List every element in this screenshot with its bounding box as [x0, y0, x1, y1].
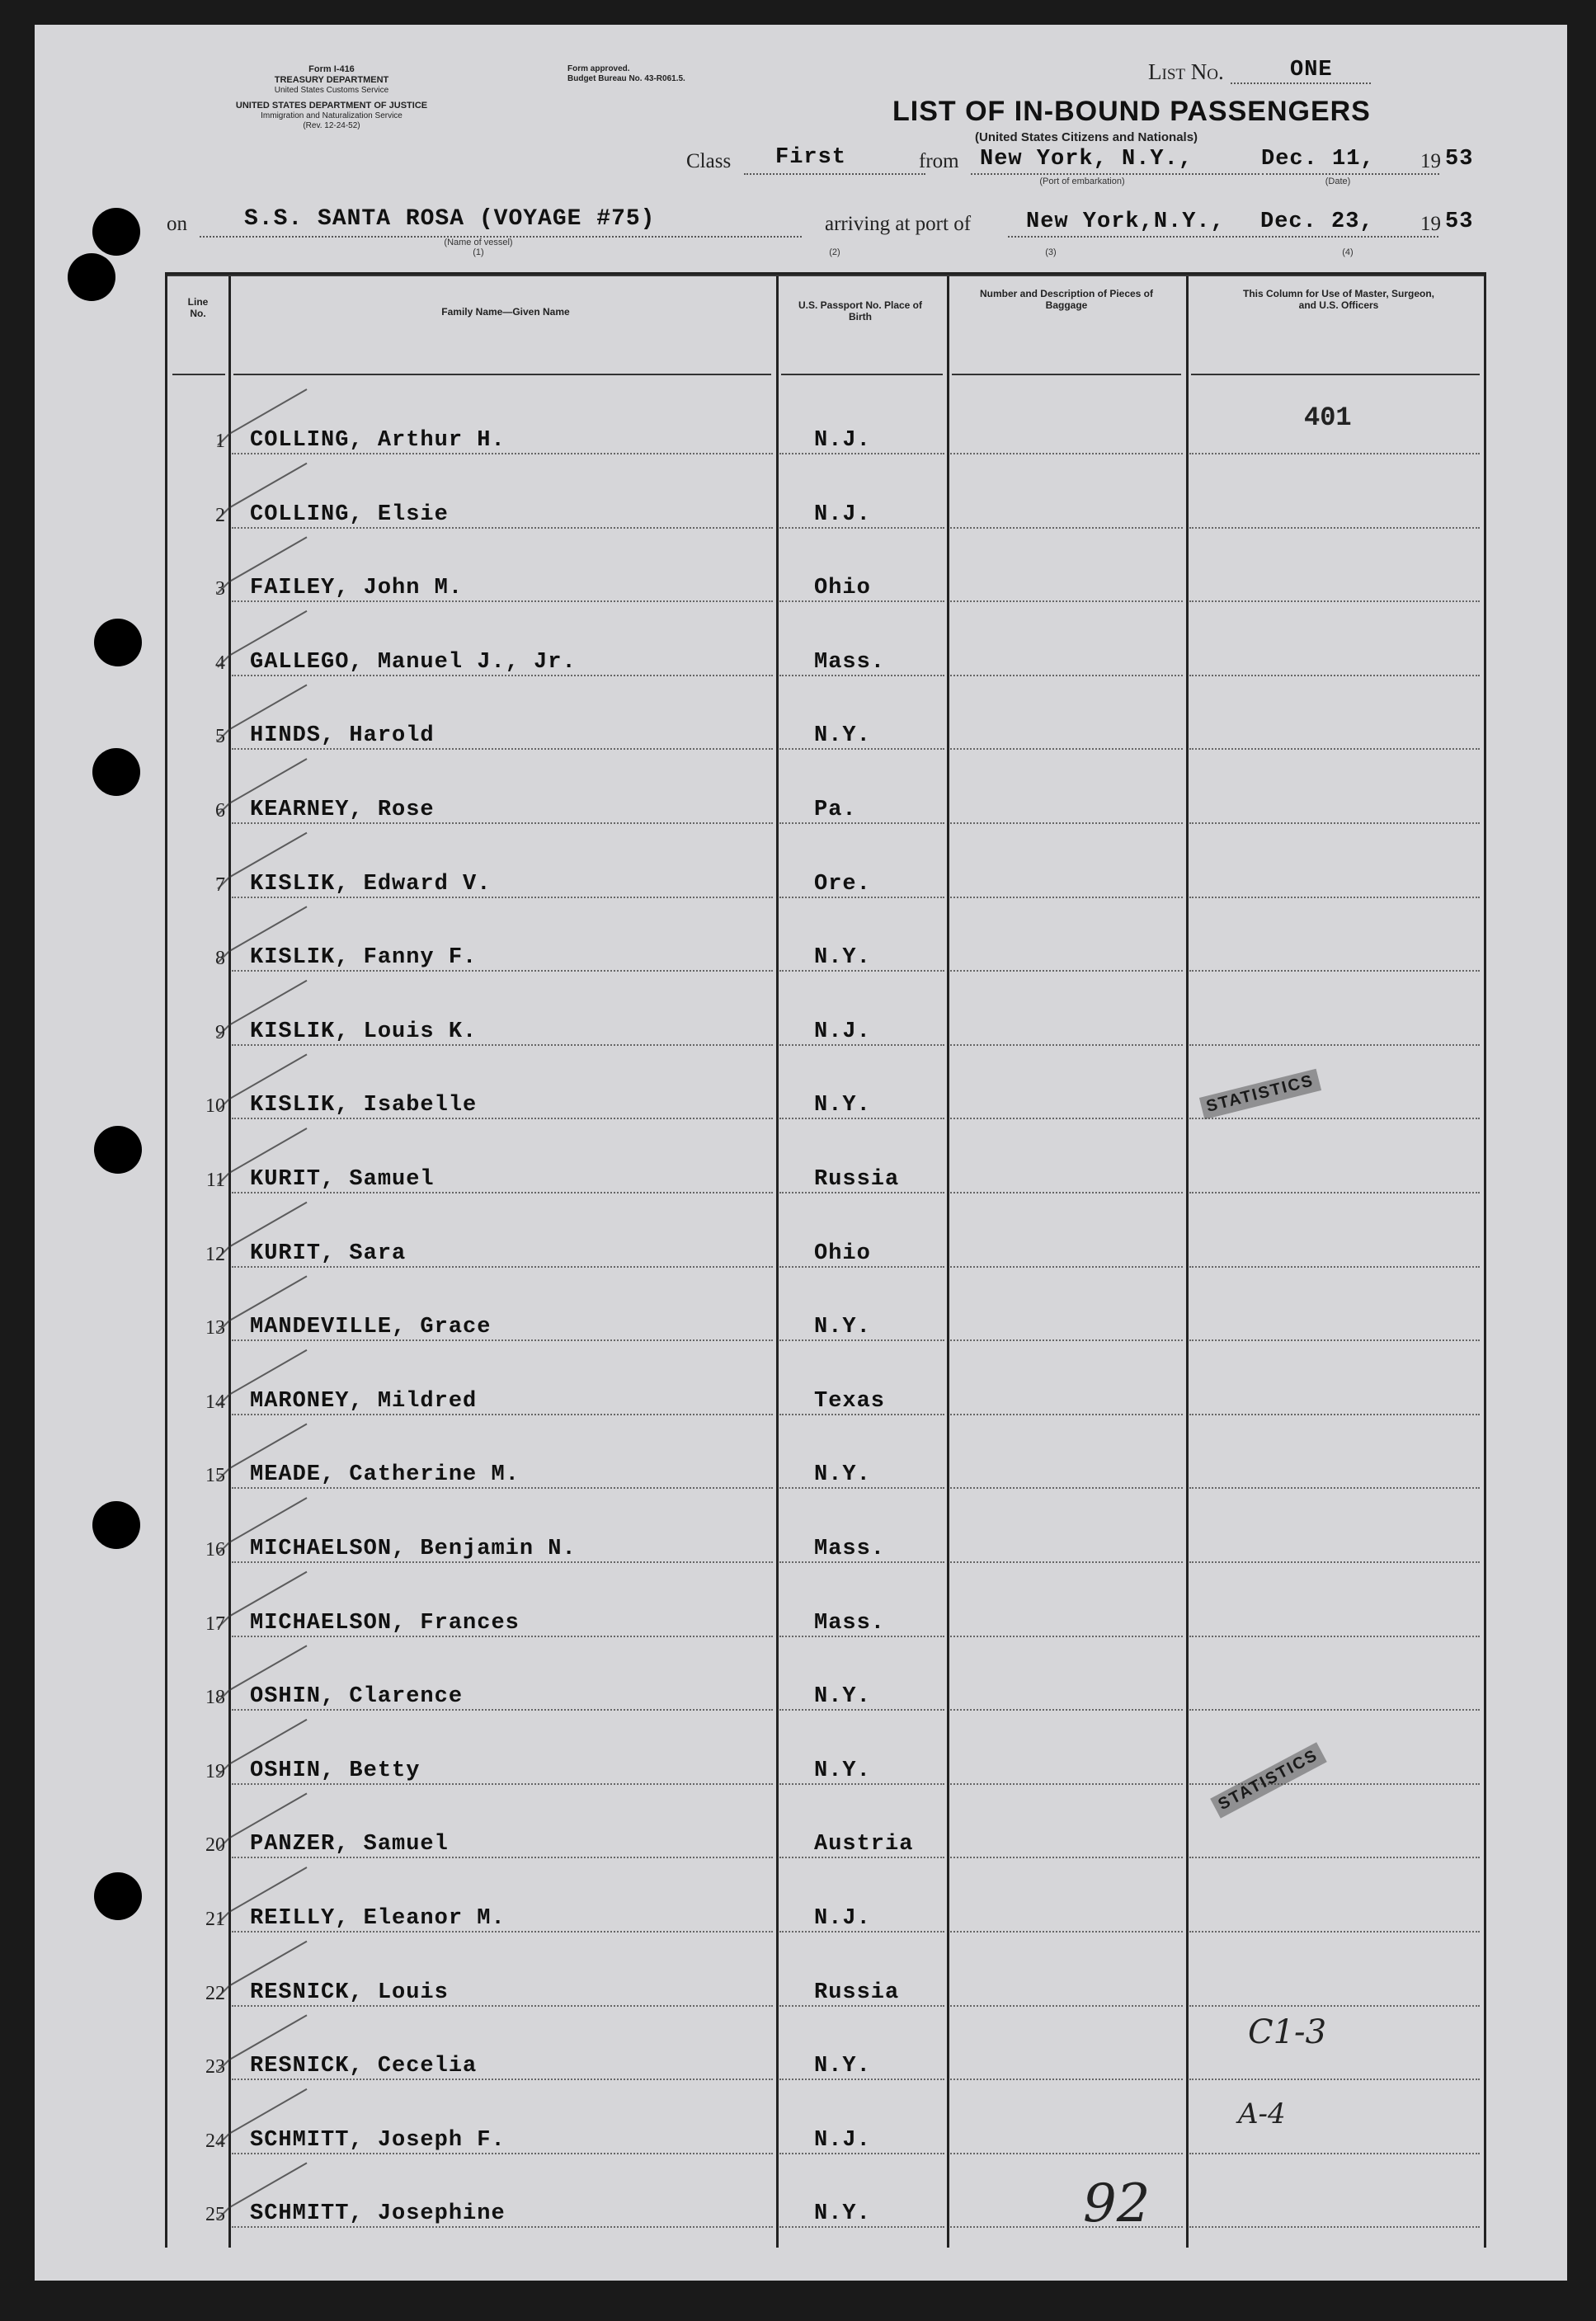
check-mark	[218, 2163, 307, 2219]
line-number: 12	[205, 1243, 225, 1265]
line-number: 23	[205, 2056, 225, 2079]
date2-year: 53	[1445, 210, 1474, 234]
line-number: 7	[215, 873, 225, 896]
line-number: 10	[205, 1095, 225, 1118]
place-of-birth: N.Y.	[814, 945, 871, 971]
col-head-line: Line No.	[187, 296, 209, 319]
place-of-birth: N.Y.	[814, 2054, 871, 2079]
line-number: 18	[205, 1687, 225, 1709]
place-of-birth: N.J.	[814, 501, 871, 527]
line-number: 13	[205, 1317, 225, 1339]
passenger-name: SCHMITT, Josephine	[250, 2201, 506, 2227]
place-of-birth: Texas	[814, 1388, 886, 1414]
passenger-name: KISLIK, Edward V.	[250, 871, 492, 897]
passenger-name: MEADE, Catherine M.	[250, 1462, 520, 1488]
check-mark	[218, 1203, 307, 1259]
passenger-name: RESNICK, Cecelia	[250, 2054, 478, 2079]
col-caption-1: (1)	[473, 247, 484, 257]
check-mark	[218, 611, 307, 667]
place-of-birth: Austria	[814, 1832, 914, 1857]
dept-justice-sub: Immigration and Naturalization Service	[261, 111, 403, 120]
arrival-port: New York,N.Y.,	[1026, 210, 1225, 234]
passenger-name: KISLIK, Isabelle	[250, 1093, 478, 1118]
check-mark	[218, 1867, 307, 1923]
manifest-sheet	[35, 25, 1567, 2281]
check-mark	[218, 833, 307, 889]
class-label: Class	[686, 150, 732, 172]
line-number: 1	[215, 431, 225, 452]
col-head-name: Family Name—Given Name	[441, 306, 570, 318]
check-mark	[218, 2015, 307, 2071]
check-mark	[218, 1276, 307, 1332]
line-number: 15	[205, 1465, 225, 1487]
list-no-label: List No.	[1148, 59, 1224, 84]
line-number: 9	[215, 1021, 225, 1043]
check-mark	[218, 1128, 307, 1184]
line-number: 3	[215, 578, 225, 600]
passenger-name: RESNICK, Louis	[250, 1980, 449, 2005]
date2-year-prefix: 19	[1420, 213, 1441, 235]
page-title: LIST OF IN-BOUND PASSENGERS	[892, 96, 1371, 127]
place-of-birth: N.Y.	[814, 1462, 871, 1488]
statistics-stamp: STATISTICS	[1199, 1069, 1321, 1119]
check-mark	[218, 2089, 307, 2145]
from-value: New York, N.Y.,	[980, 147, 1193, 172]
col-head-officers: This Column for Use of Master, Surgeon, and U.S. Officers	[1242, 288, 1435, 311]
line-number: 8	[215, 948, 225, 970]
dept-justice: UNITED STATES DEPARTMENT OF JUSTICE	[235, 101, 428, 111]
check-marks	[35, 25, 1567, 2281]
place-of-birth: N.J.	[814, 428, 871, 453]
check-mark	[218, 1498, 307, 1554]
passenger-name: SCHMITT, Joseph F.	[250, 2127, 506, 2153]
from-label: from	[919, 150, 959, 172]
passenger-name: KISLIK, Fanny F.	[250, 945, 478, 971]
check-mark	[218, 759, 307, 815]
place-of-birth: N.Y.	[814, 1684, 871, 1710]
form-number: Form I-416	[308, 64, 355, 74]
passenger-name: PANZER, Samuel	[250, 1832, 449, 1857]
check-mark	[218, 1424, 307, 1480]
check-mark	[218, 1942, 307, 1998]
passenger-name: MICHAELSON, Frances	[250, 1610, 520, 1636]
line-number: 19	[205, 1760, 225, 1782]
on-label: on	[167, 213, 187, 235]
statistics-stamp: STATISTICS	[1210, 1742, 1326, 1818]
line-number: 20	[205, 1834, 225, 1857]
place-of-birth: N.Y.	[814, 2201, 871, 2227]
passenger-name: COLLING, Arthur H.	[250, 428, 506, 453]
passenger-name: HINDS, Harold	[250, 723, 435, 749]
vessel-caption: (Name of vessel)	[444, 238, 513, 247]
line-number: 24	[205, 2130, 225, 2152]
line-number: 17	[205, 1612, 225, 1635]
passenger-name: KEARNEY, Rose	[250, 798, 435, 822]
passenger-name: MANDEVILLE, Grace	[250, 1315, 492, 1340]
place-of-birth: Mass.	[814, 649, 886, 675]
place-of-birth: Ore.	[814, 871, 871, 897]
check-mark	[218, 537, 307, 593]
dept-treasury: TREASURY DEPARTMENT	[274, 75, 389, 85]
passenger-name: MARONEY, Mildred	[250, 1388, 478, 1414]
officer-note-401: 401	[1304, 403, 1352, 433]
passenger-name: GALLEGO, Manuel J., Jr.	[250, 649, 577, 675]
port-embark-caption: (Port of embarkation)	[1039, 177, 1125, 186]
col-caption-3: (3)	[1045, 247, 1057, 257]
line-number: 22	[205, 1982, 225, 2004]
place-of-birth: Mass.	[814, 1610, 886, 1636]
passenger-name: KURIT, Sara	[250, 1241, 407, 1266]
handwritten-a4: A-4	[1238, 2097, 1286, 2130]
col-head-passport: U.S. Passport No. Place of Birth	[798, 299, 923, 322]
place-of-birth: N.J.	[814, 2127, 871, 2153]
place-of-birth: Pa.	[814, 798, 857, 822]
passenger-name: KISLIK, Louis K.	[250, 1019, 478, 1044]
date2-value: Dec. 23,	[1260, 210, 1374, 234]
place-of-birth: Mass.	[814, 1537, 886, 1561]
vessel-name: S.S. SANTA ROSA (VOYAGE #75)	[244, 206, 656, 232]
place-of-birth: N.J.	[814, 1906, 871, 1931]
col-caption-2: (2)	[829, 247, 840, 257]
line-number: 25	[205, 2204, 225, 2226]
form-approval: Form approved. Budget Bureau No. 43-R061.5.	[567, 64, 685, 83]
col-head-baggage: Number and Description of Pieces of Baggage	[979, 288, 1154, 311]
line-number: 16	[205, 1539, 225, 1561]
handwritten-c13: C1-3	[1248, 2013, 1327, 2051]
line-number: 4	[215, 652, 225, 674]
place-of-birth: N.Y.	[814, 1093, 871, 1118]
col-caption-4: (4)	[1342, 247, 1354, 257]
dept-treasury-sub: United States Customs Service	[274, 86, 389, 95]
line-number: 14	[205, 1391, 225, 1413]
place-of-birth: N.Y.	[814, 1758, 871, 1783]
place-of-birth: N.J.	[814, 1019, 871, 1044]
passenger-name: REILLY, Eleanor M.	[250, 1906, 506, 1931]
check-mark	[218, 1720, 307, 1776]
check-mark	[218, 1572, 307, 1628]
place-of-birth: N.Y.	[814, 723, 871, 749]
date1-year: 53	[1445, 147, 1474, 172]
place-of-birth: N.Y.	[814, 1315, 871, 1340]
place-of-birth: Ohio	[814, 1241, 871, 1266]
check-mark	[218, 1054, 307, 1110]
list-no-value: ONE	[1290, 58, 1333, 82]
passenger-name: KURIT, Samuel	[250, 1167, 435, 1192]
check-mark	[218, 906, 307, 963]
place-of-birth: Ohio	[814, 576, 871, 601]
arriving-label: arriving at port of	[825, 213, 972, 235]
line-number: 5	[215, 726, 225, 748]
page-subtitle: (United States Citizens and Nationals)	[975, 130, 1198, 144]
check-mark	[218, 1793, 307, 1849]
line-number: 11	[205, 1170, 225, 1191]
check-mark	[218, 1350, 307, 1406]
form-revision: (Rev. 12-24-52)	[303, 121, 360, 130]
check-mark	[218, 685, 307, 741]
check-mark	[218, 981, 307, 1037]
passenger-name: MICHAELSON, Benjamin N.	[250, 1537, 577, 1561]
date1-year-prefix: 19	[1420, 150, 1441, 172]
line-number: 6	[215, 800, 225, 822]
date1-value: Dec. 11,	[1261, 147, 1375, 172]
handwritten-92: 92	[1083, 2173, 1151, 2234]
check-mark	[218, 389, 307, 445]
check-mark	[218, 1645, 307, 1702]
passenger-name: OSHIN, Betty	[250, 1758, 421, 1783]
place-of-birth: Russia	[814, 1167, 900, 1192]
passenger-name: FAILEY, John M.	[250, 576, 464, 601]
date-caption: (Date)	[1325, 177, 1351, 186]
check-mark	[218, 464, 307, 520]
passenger-name: OSHIN, Clarence	[250, 1684, 464, 1710]
place-of-birth: Russia	[814, 1980, 900, 2005]
passenger-name: COLLING, Elsie	[250, 501, 449, 527]
class-value: First	[775, 145, 847, 170]
line-number: 21	[205, 1909, 225, 1930]
line-number: 2	[215, 504, 225, 526]
